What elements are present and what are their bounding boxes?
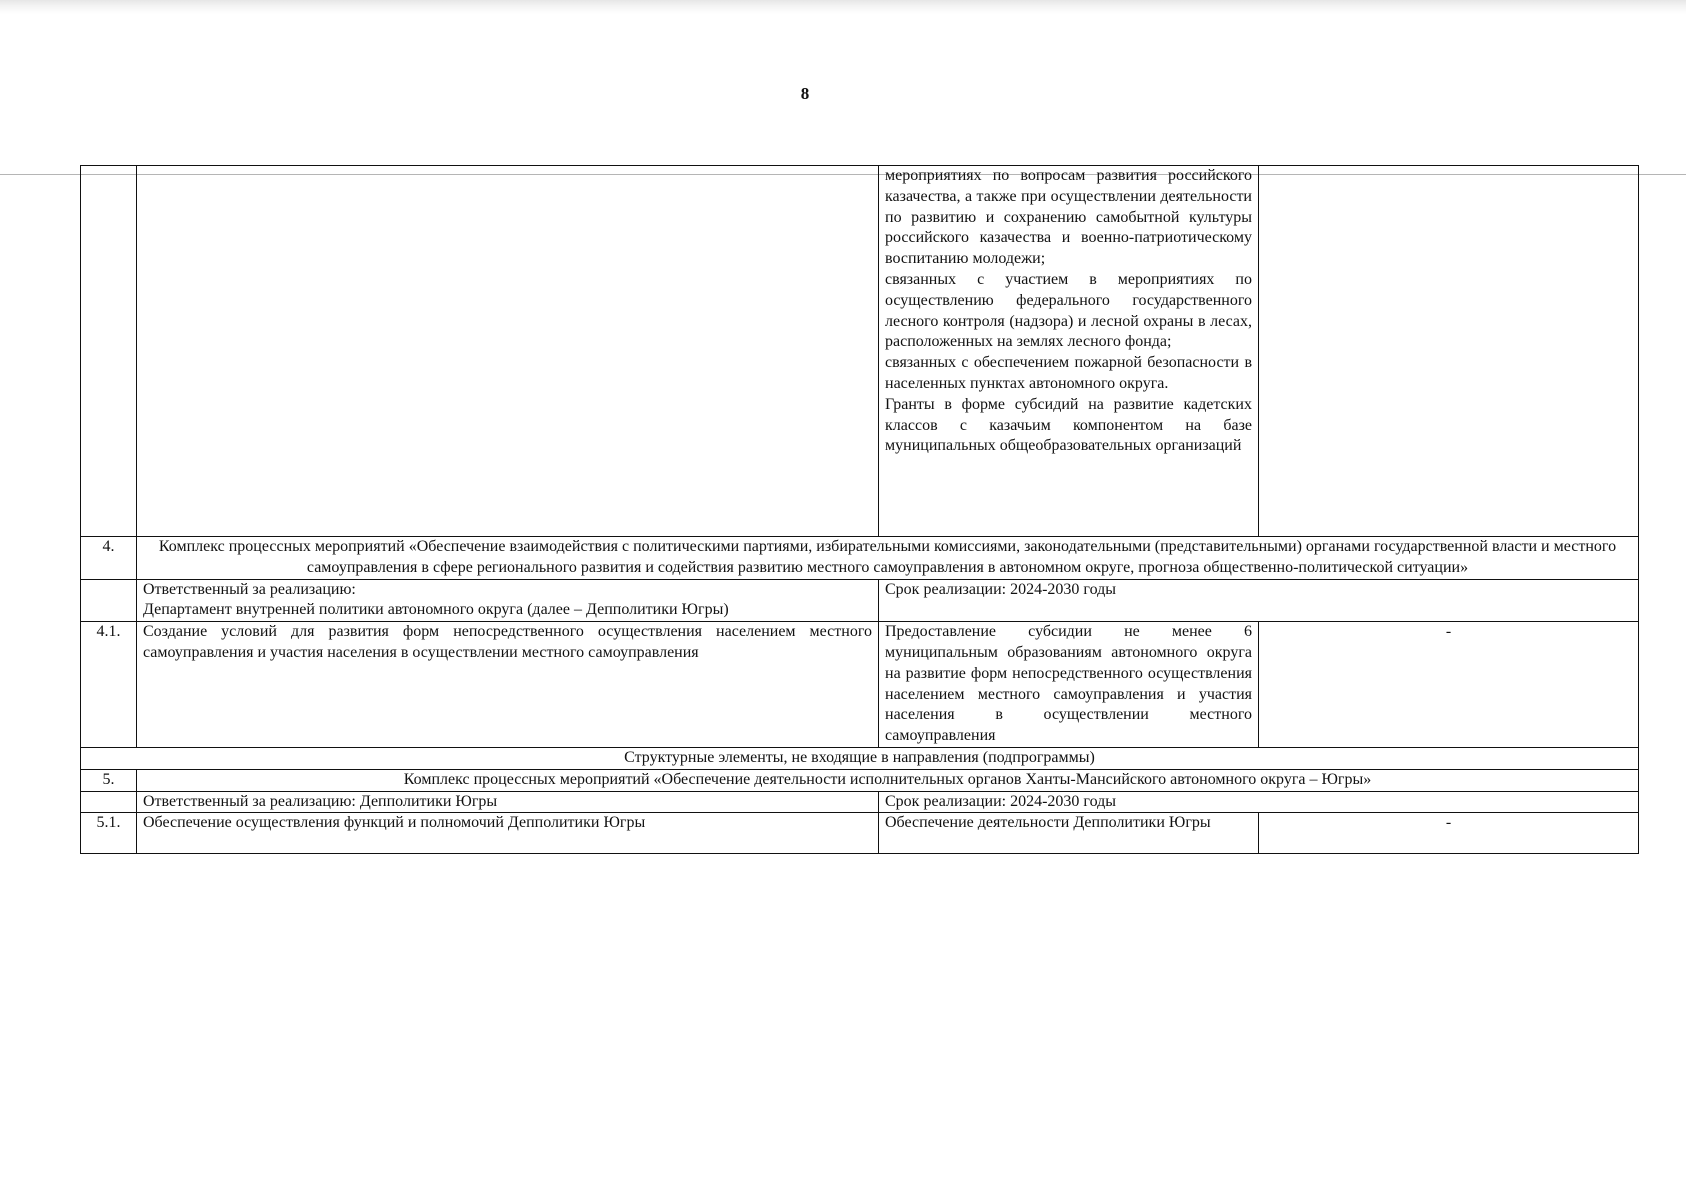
table-row-5-1 bbox=[81, 813, 1639, 854]
result-text-line: мероприятиях по вопросам развития российского казачества, а также при осуществлении деятельности по развитию и сохранению самобытной культуры российского казачества и военно-патриотическому воспитанию молодежи; bbox=[885, 167, 1252, 268]
table-row-continued bbox=[81, 166, 1639, 537]
row-number: 5.1. bbox=[81, 813, 137, 854]
link-cell bbox=[1259, 166, 1639, 537]
task-cell bbox=[137, 166, 879, 537]
section-title: Комплекс процессных мероприятий «Обеспечение взаимодействия с политическими партиями, избирательными комиссиями, законодательными (представительными) органами государственной власти и местного самоуправления в сфере регионального развития и содействия развитию местного самоуправления в автономном округе, прогноза общественно-политической ситуации» bbox=[137, 537, 1639, 580]
task-cell: Обеспечение осуществления функций и полномочий Депполитики Югры bbox=[137, 813, 879, 854]
table-row-structural bbox=[81, 747, 1639, 769]
table-row-section-4 bbox=[81, 537, 1639, 580]
result-text-line: Гранты в форме субсидий на развитие кадетских классов с казачьим компонентом на базе муниципальных общеобразовательных организаций bbox=[885, 395, 1252, 455]
responsible-cell: Ответственный за реализацию: Депполитики Югры bbox=[137, 791, 879, 813]
table-row-responsible-5 bbox=[81, 791, 1639, 813]
responsible-value: Департамент внутренней политики автономного округа (далее – Депполитики Югры) bbox=[143, 601, 729, 619]
row-number: 4.1. bbox=[81, 622, 137, 748]
result-cell: Предоставление субсидии не менее 6 муниципальным образованиям автономного округа на развитие форм непосредственного осуществления населением местного самоуправления и участия населения в осуществлении местного самоуправления bbox=[879, 622, 1259, 748]
responsible-cell bbox=[137, 579, 879, 622]
section-title: Комплекс процессных мероприятий «Обеспечение деятельности исполнительных органов Ханты-Мансийского автономного округа – Югры» bbox=[137, 769, 1639, 791]
measures-table bbox=[80, 165, 1639, 854]
number-cell bbox=[81, 166, 137, 537]
table-row-section-5 bbox=[81, 769, 1639, 791]
responsible-label: Ответственный за реализацию: bbox=[143, 580, 356, 598]
scan-top-edge bbox=[0, 0, 1686, 14]
row-number: 5. bbox=[81, 769, 137, 791]
task-cell: Создание условий для развития форм непосредственного осуществления населением местного самоуправления и участия населения в осуществлении местного самоуправления bbox=[137, 622, 879, 748]
link-cell: - bbox=[1259, 813, 1639, 854]
result-text-line: связанных с участием в мероприятиях по осуществлению федерального государственного лесного контроля (надзора) и лесной охраны в лесах, расположенных на землях лесного фонда; bbox=[885, 270, 1252, 351]
number-cell bbox=[81, 791, 137, 813]
number-cell bbox=[81, 579, 137, 622]
result-cell bbox=[879, 166, 1259, 537]
table-row-4-1 bbox=[81, 622, 1639, 748]
row-number: 4. bbox=[81, 537, 137, 580]
term-cell: Срок реализации: 2024-2030 годы bbox=[879, 579, 1639, 622]
structural-title: Структурные элементы, не входящие в направления (подпрограммы) bbox=[81, 747, 1639, 769]
term-cell: Срок реализации: 2024-2030 годы bbox=[879, 791, 1639, 813]
link-cell: - bbox=[1259, 622, 1639, 748]
result-cell: Обеспечение деятельности Депполитики Югры bbox=[879, 813, 1259, 854]
result-text-line: связанных с обеспечением пожарной безопасности в населенных пунктах автономного округа. bbox=[885, 354, 1252, 392]
page-number: 8 bbox=[800, 84, 810, 103]
table-row-responsible-4 bbox=[81, 579, 1639, 622]
